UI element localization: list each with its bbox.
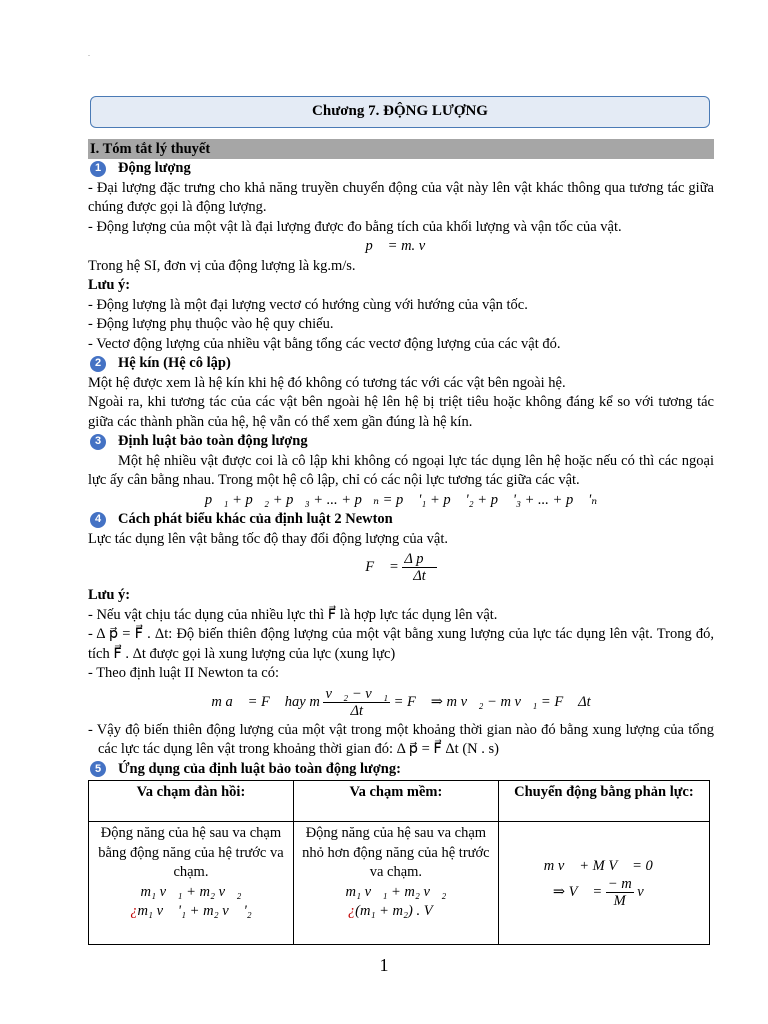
page-number: 1 bbox=[379, 955, 389, 975]
note-item: - Vậy độ biến thiên động lượng của một vật trong một khoảng thời gian nào đó bằng xung lượng của tổng các lực tác dụng lên vật trong khoảng thời gian đó: Δ p⃗ = F⃗ Δt (N . s) bbox=[88, 721, 714, 757]
cell-mark: ¿ bbox=[347, 903, 356, 919]
note-item: - Động lượng là một đại lượng vectơ có hướng cùng với hướng của vận tốc. bbox=[88, 296, 528, 313]
paragraph: Một hệ được xem là hệ kín khi hệ đó không có tương tác với các vật bên ngoài hệ. bbox=[88, 374, 566, 391]
fraction bbox=[402, 551, 436, 584]
collision-table bbox=[88, 780, 710, 945]
chapter-title: Chương 7. ĐỘNG LƯỢNG bbox=[312, 103, 488, 120]
formula-part: F⃗ = bbox=[365, 558, 399, 575]
denominator: Δt bbox=[413, 568, 426, 584]
subsection-heading bbox=[88, 159, 714, 179]
cell-text: Động năng của hệ sau va chạm nhỏ hơn động năng của hệ trước va chạm. bbox=[302, 825, 490, 880]
paragraph: - Đại lượng đặc trưng cho khả năng truyền chuyển động của vật này lên vật khác thông qua tương tác giữa chúng được gọi là động lượng. bbox=[88, 179, 714, 215]
formula-part: = F⃗ ⇒ m v⃗₂ − m v⃗₁ = F⃗ Δt bbox=[393, 693, 591, 710]
note-item: - Theo định luật II Newton ta có: bbox=[88, 665, 279, 681]
section-title: I. Tóm tắt lý thuyết bbox=[88, 139, 714, 159]
note-label: Lưu ý: bbox=[88, 277, 131, 293]
numerator: − m bbox=[607, 876, 632, 893]
cell-formula: m₁ v⃗ '₁ + m₂ v⃗ '₂ bbox=[137, 903, 252, 919]
formula-part: m a⃗ = F⃗ hay m bbox=[211, 693, 320, 710]
note-item: - Δ p⃗ = F⃗ . Δt: Độ biến thiên động lượng của một vật bằng xung lượng của lực tác dụng lên vật. Trong đó, tích F⃗ . Δt được gọi là xung lượng của lực (xung lực) bbox=[88, 626, 714, 662]
paragraph: Ngoài ra, khi tương tác của các vật bên ngoài hệ lên hệ bị triệt tiêu hoặc không đáng kể so với tương tác giữa các thành phần của hệ, hệ vẫn có thể xem gần đúng là hệ kín. bbox=[88, 394, 714, 430]
cell-text: Động năng của hệ sau va chạm bằng động năng của hệ trước va chạm. bbox=[98, 825, 284, 880]
heading-text: Định luật bảo toàn động lượng bbox=[118, 433, 308, 449]
note-label: Lưu ý: bbox=[88, 587, 131, 603]
formula-part: ⇒ V⃗ = bbox=[552, 884, 603, 901]
table-cell-elastic bbox=[89, 822, 294, 945]
table-header: Va chạm mềm: bbox=[293, 781, 498, 822]
formula: p⃗₁ + p⃗₂ + p⃗₃ + ... + p⃗ₙ = p⃗ '₁ + p⃗ '₂ + p⃗ '₃ + ... + p⃗ 'ₙ bbox=[204, 491, 598, 508]
heading-text: Hệ kín (Hệ cô lập) bbox=[118, 355, 231, 371]
document-body bbox=[88, 139, 714, 945]
formula-newton bbox=[88, 684, 714, 721]
number-badge: 3 bbox=[90, 434, 106, 450]
subsection-heading bbox=[88, 354, 714, 374]
cell-mark: ¿ bbox=[130, 903, 138, 919]
subsection-heading bbox=[88, 760, 714, 780]
chapter-title-box bbox=[90, 96, 710, 128]
number-badge: 2 bbox=[90, 356, 106, 372]
note-item: - Vectơ động lượng của nhiều vật bằng tổng các vectơ động lượng của các vật đó. bbox=[88, 335, 561, 352]
note-item: - Nếu vật chịu tác dụng của nhiều lực thì F⃗ là hợp lực tác dụng lên vật. bbox=[88, 606, 498, 623]
paragraph: - Động lượng của một vật là đại lượng được đo bằng tích của khối lượng và vận tốc của vật. bbox=[88, 218, 622, 235]
cell-formula: m₁ v⃗₁ + m₂ v⃗₂ bbox=[345, 883, 447, 900]
paragraph: Lực tác dụng lên vật bằng tốc độ thay đổi động lượng của vật. bbox=[88, 530, 449, 547]
note-item: - Động lượng phụ thuộc vào hệ quy chiếu. bbox=[88, 316, 334, 332]
fraction bbox=[606, 876, 634, 909]
numerator: v⃗₂ − v⃗₁ bbox=[325, 685, 388, 702]
table-header-row bbox=[89, 781, 710, 822]
paragraph: Trong hệ SI, đơn vị của động lượng là kg.m/s. bbox=[88, 257, 356, 274]
formula-force bbox=[88, 549, 714, 586]
denominator: M bbox=[613, 893, 626, 910]
table-row bbox=[89, 822, 710, 945]
cell-formula: m v⃗ + M V⃗ = 0⃗ bbox=[543, 857, 665, 874]
cell-formula: (m₁ + m₂) . V⃗ bbox=[355, 903, 444, 919]
formula: p⃗ = m. v⃗ bbox=[365, 238, 437, 254]
paragraph: Một hệ nhiều vật được coi là cô lập khi không có ngoại lực tác dụng lên hệ hoặc nếu có thì các ngoại lực ấy cân bằng nhau. Trong một hệ cô lập, chỉ có các nội lực tương tác giữa các vật. bbox=[88, 452, 714, 488]
cell-formula: m₁ v⃗₁ + m₂ v⃗₂ bbox=[140, 883, 242, 900]
denominator: Δt bbox=[350, 702, 363, 719]
fraction bbox=[323, 686, 390, 719]
subsection-heading bbox=[88, 510, 714, 530]
subsection-heading bbox=[88, 432, 714, 452]
number-badge: 4 bbox=[90, 512, 106, 528]
numerator: Δ p⃗ bbox=[404, 551, 435, 567]
table-header: Va chạm đàn hồi: bbox=[89, 781, 294, 822]
formula-part: v⃗ bbox=[637, 884, 656, 901]
table-cell-inelastic bbox=[293, 822, 498, 945]
heading-text: Động lượng bbox=[118, 160, 191, 176]
page-mark: . bbox=[88, 49, 90, 58]
heading-text: Cách phát biểu khác của định luật 2 Newton bbox=[118, 511, 393, 527]
number-badge: 5 bbox=[90, 761, 106, 777]
table-cell-jet bbox=[498, 822, 709, 945]
heading-text: Ứng dụng của định luật bảo toàn động lượng: bbox=[118, 760, 401, 777]
table-header: Chuyển động bằng phản lực: bbox=[498, 781, 709, 822]
number-badge: 1 bbox=[90, 161, 106, 177]
